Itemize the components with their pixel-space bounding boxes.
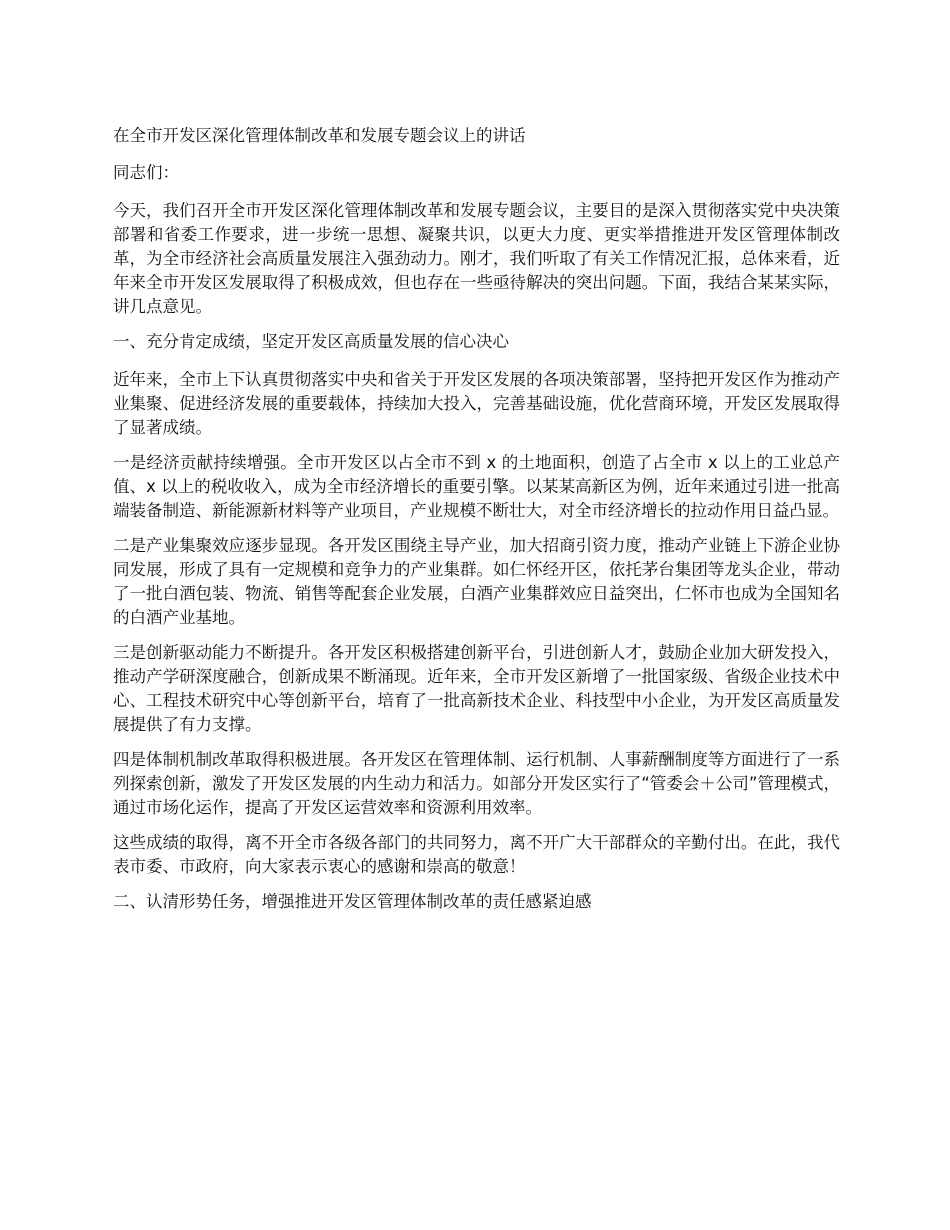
- section-2-heading: 二、认清形势任务，增强推进开发区管理体制改革的责任感紧迫感: [113, 892, 592, 911]
- section-1-paragraph-2: 一是经济贡献持续增强。全市开发区以占全市不到 x 的土地面积，创造了占全市 x 以上的工业总产值、x 以上的税收收入，成为全市经济增长的重要引擎。以某某高新区为例，近年来通过引进一批高端装备制造、新能源新材料等产业项目，产业规模不断壮大，对全市经济增长的拉动作用日益凸显。: [113, 453, 840, 520]
- section-1-paragraph-3: 二是产业集聚效应逐步显现。各开发区围绕主导产业，加大招商引资力度，推动产业链上下游企业协同发展，形成了具有一定规模和竞争力的产业集群。如仁怀经开区，依托茅台集团等龙头企业，带动了一批白酒包装、物流、销售等配套企业发展，白酒产业集群效应日益突出，仁怀市也成为全国知名的白酒产业基地。: [113, 536, 840, 627]
- intro-paragraph: 今天，我们召开全市开发区深化管理体制改革和发展专题会议，主要目的是深入贯彻落实党中央决策部署和省委工作要求，进一步统一思想、凝聚共识，以更大力度、更实举措推进开发区管理体制改革，为全市经济社会高质量发展注入强劲动力。刚才，我们听取了有关工作情况汇报，总体来看，近年来全市开发区发展取得了积极成效，但也存在一些亟待解决的突出问题。下面，我结合某某实际，讲几点意见。: [113, 201, 840, 316]
- document-body: [113, 124, 840, 928]
- section-1-paragraph-1: 近年来，全市上下认真贯彻落实中央和省关于开发区发展的各项决策部署，坚持把开发区作为推动产业集聚、促进经济发展的重要载体，持续加大投入，完善基础设施，优化营商环境，开发区发展取得了显著成绩。: [113, 370, 840, 437]
- document-title: 在全市开发区深化管理体制改革和发展专题会议上的讲话: [113, 126, 526, 145]
- section-1-heading: 一、充分肯定成绩，坚定开发区高质量发展的信心决心: [113, 332, 509, 351]
- section-1-paragraph-4: 三是创新驱动能力不断提升。各开发区积极搭建创新平台，引进创新人才，鼓励企业加大研发投入，推动产学研深度融合，创新成果不断涌现。近年来，全市开发区新增了一批国家级、省级企业技术中心、工程技术研究中心等创新平台，培育了一批高新技术企业、科技型中小企业，为开发区高质量发展提供了有力支撑。: [113, 643, 840, 734]
- salutation: 同志们：: [113, 163, 179, 182]
- section-1-paragraph-6: 这些成绩的取得，离不开全市各级各部门的共同努力，离不开广大干部群众的辛勤付出。在此，我代表市委、市政府，向大家表示衷心的感谢和崇高的敬意！: [113, 833, 840, 876]
- section-1-paragraph-5: 四是体制机制改革取得积极进展。各开发区在管理体制、运行机制、人事薪酬制度等方面进行了一系列探索创新，激发了开发区发展的内生动力和活力。如部分开发区实行了“管委会＋公司”管理模式，通过市场化运作，提高了开发区运营效率和资源利用效率。: [113, 750, 840, 817]
